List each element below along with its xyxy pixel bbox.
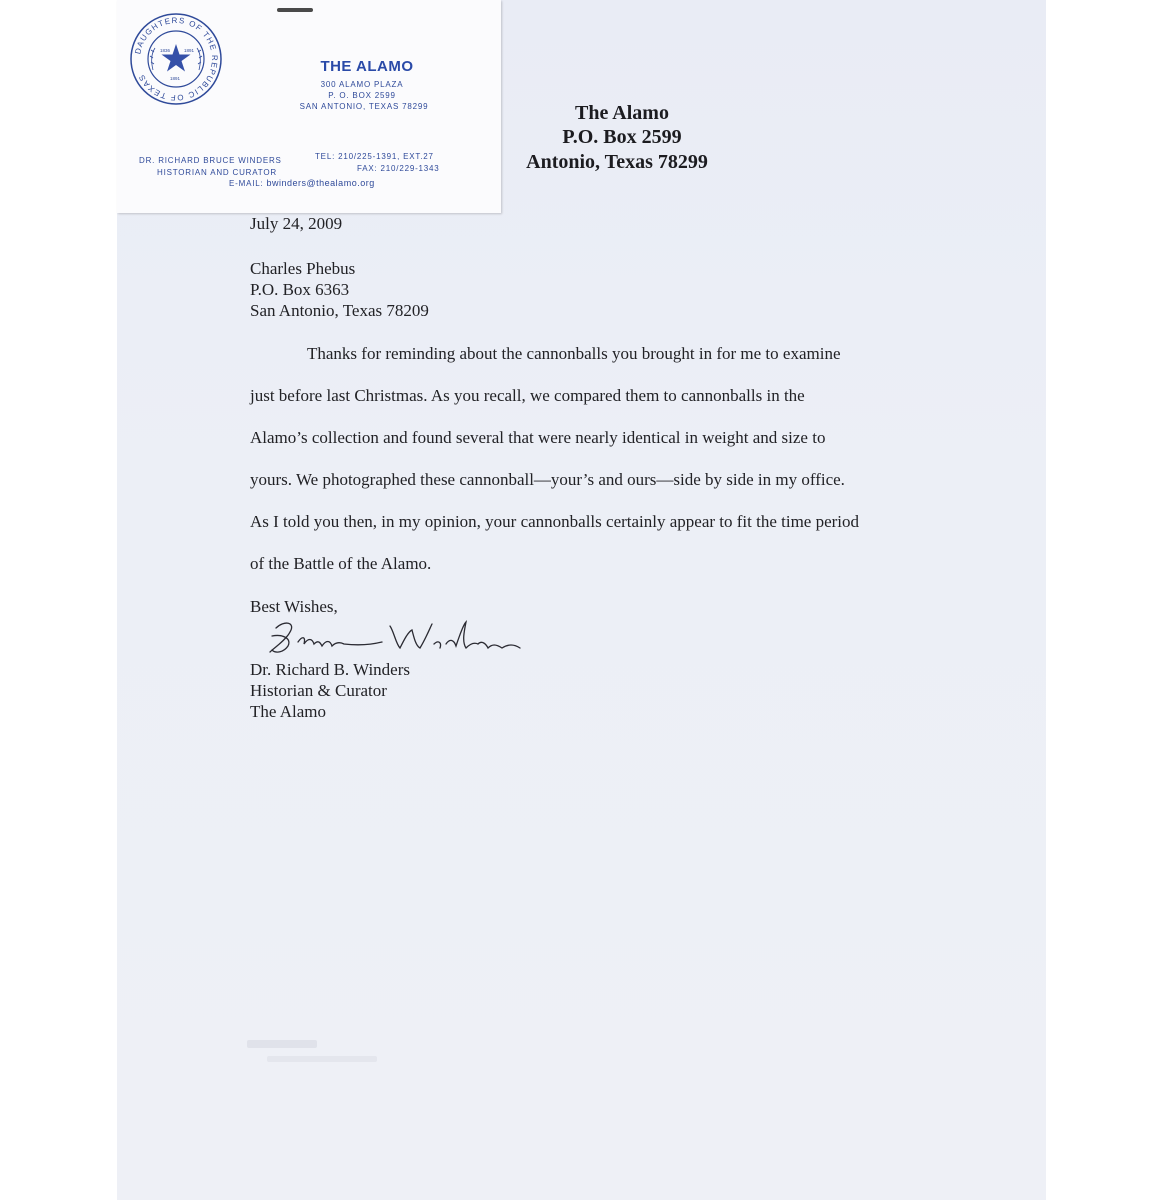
svg-text:1891: 1891 (184, 48, 195, 53)
body-line-4: yours. We photographed these cannonball—your’s and ours—side by side in my office. (250, 470, 845, 489)
signer-title: Historian & Curator (250, 681, 387, 700)
card-address-2: P. O. BOX 2599 (328, 91, 396, 100)
staple (277, 8, 313, 12)
card-email-label: E-MAIL: (229, 179, 264, 188)
letterhead-box: P.O. Box 2599 (562, 126, 682, 148)
signer-org: The Alamo (250, 702, 327, 721)
card-fax: FAX: 210/229-1343 (357, 164, 440, 173)
signer-name: Dr. Richard B. Winders (250, 660, 411, 679)
svg-text:DAUGHTERS OF THE REPUBLIC OF T: DAUGHTERS OF THE REPUBLIC OF TEXAS (133, 15, 220, 103)
card-email: bwinders@thealamo.org (266, 178, 375, 188)
card-address-1: 300 ALAMO PLAZA (320, 80, 404, 89)
body-line-6: of the Battle of the Alamo. (250, 554, 432, 573)
recipient-name: Charles Phebus (250, 259, 356, 278)
body-line-5: As I told you then, in my opinion, your cannonballs certainly appear to fit the time period (250, 512, 860, 531)
card-title: THE ALAMO (320, 58, 414, 75)
body-line-3: Alamo’s collection and found several that were nearly identical in weight and size to (250, 428, 826, 447)
card-person: DR. RICHARD BRUCE WINDERS (139, 156, 282, 165)
card-email-line (229, 178, 375, 188)
recipient-box: P.O. Box 6363 (250, 280, 350, 299)
card-address-3: SAN ANTONIO, TEXAS 78299 (299, 102, 429, 111)
faint-bleed-through (247, 1036, 447, 1066)
body-line-1: Thanks for reminding about the cannonballs you brought in for me to examine (307, 344, 841, 363)
closing: Best Wishes, (250, 597, 338, 616)
business-card (117, 0, 501, 213)
card-tel: TEL: 210/225-1391, EXT.27 (315, 152, 434, 161)
letter-date: July 24, 2009 (250, 214, 343, 233)
svg-text:1891: 1891 (170, 76, 181, 81)
card-person-title: HISTORIAN AND CURATOR (157, 168, 277, 177)
letterhead-name: The Alamo (575, 102, 669, 124)
signature (262, 614, 532, 660)
body-line-2: just before last Christmas. As you recall, we compared them to cannonballs in the (250, 386, 805, 405)
svg-text:1836: 1836 (160, 48, 171, 53)
drt-seal-icon (129, 12, 223, 106)
recipient-city: San Antonio, Texas 78209 (250, 301, 429, 320)
letterhead-city: Antonio, Texas 78299 (526, 151, 708, 173)
